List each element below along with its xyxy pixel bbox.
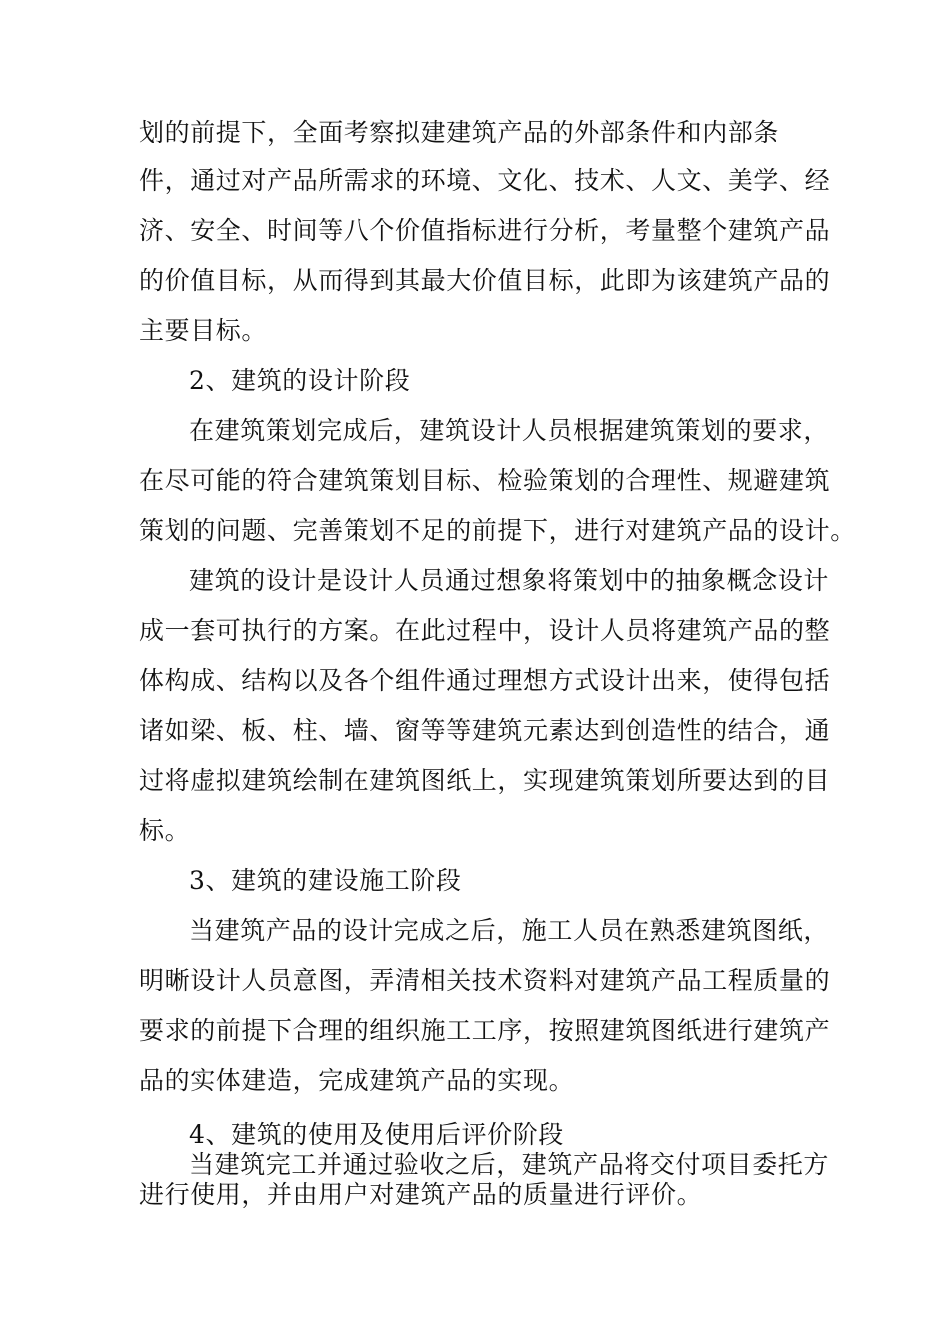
body-text-line: 济、安全、时间等八个价值指标进行分析，考量整个建筑产品 [139, 216, 831, 245]
body-text-line: 在尽可能的符合建筑策划目标、检验策划的合理性、规避建筑 [139, 466, 831, 495]
body-text-line: 标。 [139, 816, 191, 845]
body-text-line: 在建筑策划完成后，建筑设计人员根据建筑策划的要求， [189, 416, 830, 445]
section-heading-construction: 3、建筑的建设施工阶段 [189, 866, 462, 895]
body-text-line: 当建筑产品的设计完成之后，施工人员在熟悉建筑图纸， [189, 916, 830, 945]
body-text-line: 当建筑完工并通过验收之后，建筑产品将交付项目委托方 [189, 1150, 830, 1179]
body-text-line: 策划的问题、完善策划不足的前提下，进行对建筑产品的设计。 [139, 516, 856, 545]
body-text-line: 诸如梁、板、柱、墙、窗等等建筑元素达到创造性的结合，通 [139, 716, 831, 745]
body-text-line: 品的实体建造，完成建筑产品的实现。 [139, 1066, 575, 1095]
body-text-line: 过将虚拟建筑绘制在建筑图纸上，实现建筑策划所要达到的目 [139, 766, 831, 795]
body-text-line: 建筑的设计是设计人员通过想象将策划中的抽象概念设计 [189, 566, 830, 595]
body-text-line: 明晰设计人员意图，弄清相关技术资料对建筑产品工程质量的 [139, 966, 831, 995]
body-text-line: 的价值目标，从而得到其最大价值目标，此即为该建筑产品的 [139, 266, 831, 295]
body-text-line: 件，通过对产品所需求的环境、文化、技术、人文、美学、经 [139, 166, 831, 195]
body-text-line: 体构成、结构以及各个组件通过理想方式设计出来，使得包括 [139, 666, 831, 695]
section-heading-use-evaluation: 4、建筑的使用及使用后评价阶段 [189, 1120, 564, 1149]
body-text-line: 进行使用，并由用户对建筑产品的质量进行评价。 [139, 1180, 703, 1209]
section-heading-design: 2、建筑的设计阶段 [189, 366, 411, 395]
body-text-line: 成一套可执行的方案。在此过程中，设计人员将建筑产品的整 [139, 616, 831, 645]
body-text-line: 要求的前提下合理的组织施工工序，按照建筑图纸进行建筑产 [139, 1016, 831, 1045]
body-text-line: 主要目标。 [139, 316, 268, 345]
body-text-line: 划的前提下，全面考察拟建建筑产品的外部条件和内部条 [139, 118, 780, 147]
